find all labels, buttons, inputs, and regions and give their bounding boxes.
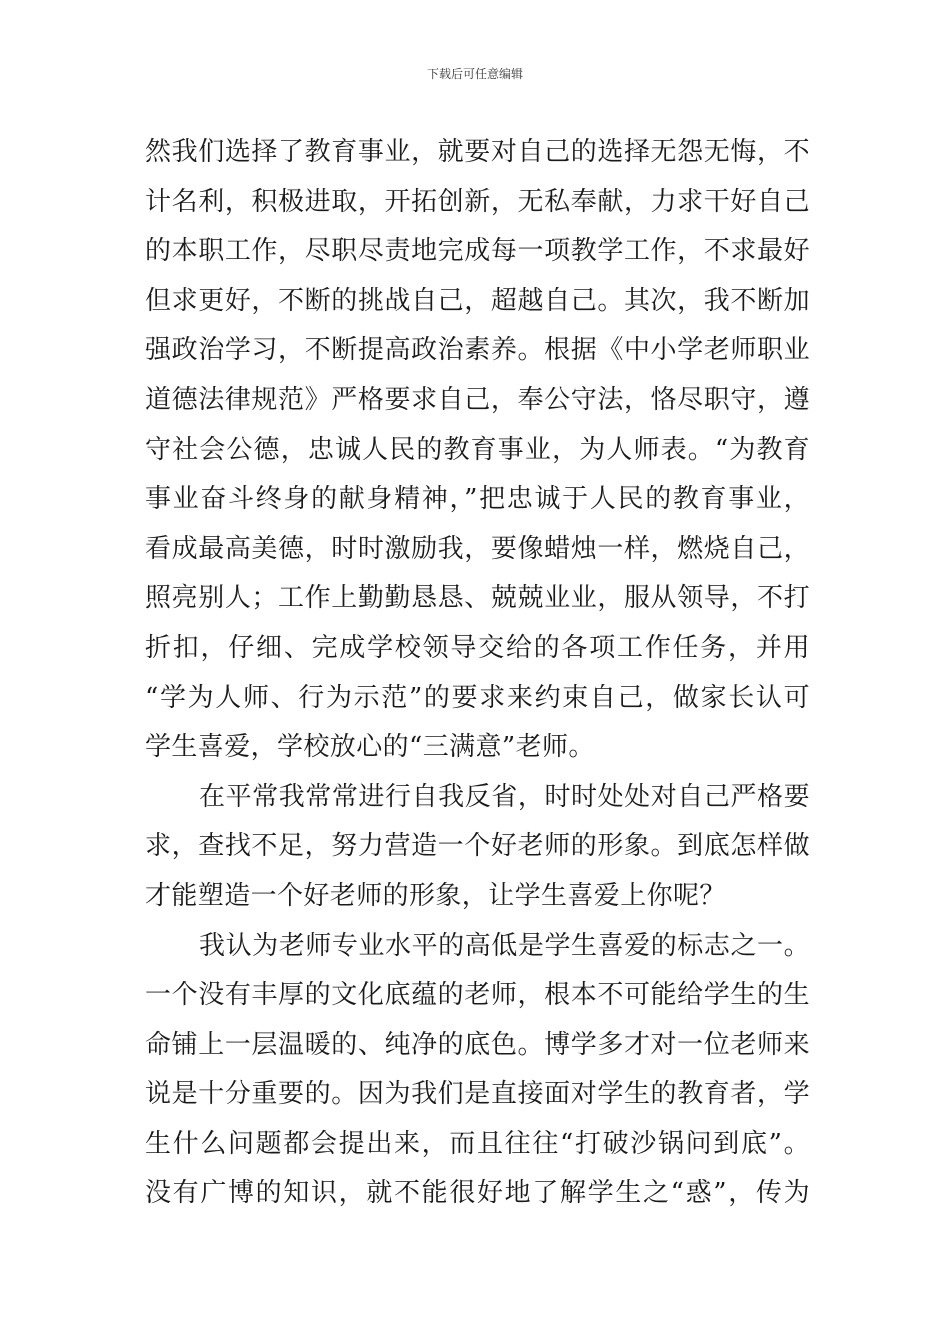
text-line: 的本职工作，尽职尽责地完成每一项教学工作，不求最好	[145, 236, 810, 267]
text-line: 道德法律规范》严格要求自己，奉公守法，恪尽职守，遵	[145, 384, 810, 415]
paragraph-end-line: 才能塑造一个好老师的形象，让学生喜爱上你呢？	[145, 880, 726, 911]
document-body	[145, 128, 810, 1219]
paragraph-end-line: 学生喜爱，学校放心的“三满意”老师。	[145, 732, 595, 763]
text-line: 然我们选择了教育事业，就要对自己的选择无怨无悔，不	[145, 137, 810, 167]
text-line: “学为人师、行为示范”的要求来约束自己，做家长认可	[145, 682, 810, 713]
text-line: 求，查找不足，努力营造一个好老师的形象。到底怎样做	[145, 831, 810, 862]
page-header: 下载后可任意编辑	[426, 67, 523, 81]
text-line: 没有广博的知识，就不能很好地了解学生之“惑”，传为	[145, 1178, 810, 1209]
text-line: 一个没有丰厚的文化底蕴的老师，根本不可能给学生的生	[145, 980, 810, 1011]
text-line: 照亮别人；工作上勤勤恳恳、兢兢业业，服从领导，不打	[145, 583, 810, 614]
text-line: 守社会公德，忠诚人民的教育事业，为人师表。“为教育	[145, 434, 810, 465]
text-line: 看成最高美德，时时激励我，要像蜡烛一样，燃烧自己，	[145, 533, 810, 564]
paragraph-first-line: 在平常我常常进行自我反省，时时处处对自己严格要	[199, 781, 810, 812]
paragraph-first-line: 我认为老师专业水平的高低是学生喜爱的标志之一。	[199, 930, 810, 961]
text-line: 生什么问题都会提出来，而且往往“打破沙锅问到底”。	[145, 1128, 810, 1159]
text-line: 命铺上一层温暖的、纯净的底色。博学多才对一位老师来	[145, 1029, 810, 1060]
text-line: 说是十分重要的。因为我们是直接面对学生的教育者，学	[145, 1079, 810, 1110]
text-line: 折扣，仔细、完成学校领导交给的各项工作任务，并用	[145, 632, 810, 663]
text-line: 但求更好，不断的挑战自己，超越自己。其次，我不断加	[145, 285, 810, 316]
text-line: 强政治学习，不断提高政治素养。根据《中小学老师职业	[145, 335, 810, 366]
text-line: 事业奋斗终身的献身精神，”把忠诚于人民的教育事业，	[145, 484, 810, 515]
text-line: 计名利，积极进取，开拓创新，无私奉献，力求干好自己	[145, 186, 810, 217]
